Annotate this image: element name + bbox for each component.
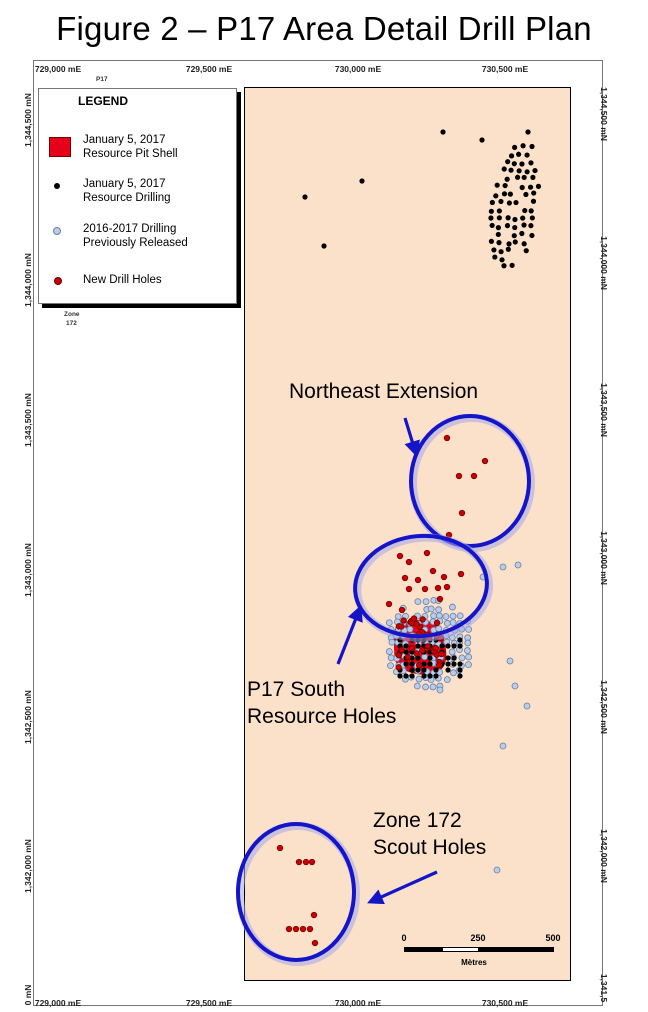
new-drill-hole — [435, 585, 441, 591]
new-drill-hole — [430, 568, 436, 574]
new-drill-hole — [425, 643, 431, 649]
resource-drill-hole — [451, 661, 456, 666]
previous-drill-hole — [500, 743, 506, 749]
easting-label-bottom: 730,000 mE — [334, 998, 382, 1008]
legend-item-previous-drilling — [39, 223, 238, 263]
new-drill-hole — [419, 648, 425, 654]
resource-drill-hole — [490, 223, 495, 228]
easting-label-bottom: 730,500 mE — [481, 998, 529, 1008]
resource-drill-hole — [415, 643, 420, 648]
new-drill-hole — [401, 618, 407, 624]
resource-drill-hole — [321, 243, 326, 248]
new-drill-hole — [459, 510, 465, 516]
resource-drill-hole — [433, 667, 438, 672]
resource-drill-hole — [519, 161, 524, 166]
resource-drill-hole — [525, 169, 530, 174]
scale-segment — [404, 947, 442, 952]
northing-label-right: 1,344,000 mN — [599, 236, 609, 290]
black-dot-icon — [54, 183, 60, 189]
resource-drill-hole — [520, 143, 525, 148]
previous-drill-hole — [500, 564, 506, 570]
new-drill-hole — [482, 458, 488, 464]
resource-drill-hole — [501, 263, 506, 268]
previous-drill-hole — [494, 867, 500, 873]
resource-drill-hole — [445, 667, 450, 672]
resource-drill-hole — [488, 215, 493, 220]
resource-drill-hole — [445, 661, 450, 666]
resource-drill-hole — [492, 254, 497, 259]
northing-label-left: 1,342,500 mN — [23, 690, 33, 744]
new-drill-hole — [456, 473, 462, 479]
resource-drill-hole — [536, 184, 541, 189]
easting-label-top: 730,000 mE — [334, 64, 382, 74]
new-drill-hole — [444, 584, 450, 590]
new-drill-hole — [414, 651, 420, 657]
annotation-p17-south — [247, 676, 396, 730]
resource-drill-hole — [496, 240, 501, 245]
scale-tick-label: 0 — [401, 933, 407, 943]
resource-drill-hole — [491, 247, 496, 252]
easting-label-top: 730,500 mE — [481, 64, 529, 74]
resource-drill-hole — [409, 673, 414, 678]
resource-drill-hole — [499, 257, 504, 262]
resource-drill-hole — [528, 185, 533, 190]
arrow-zone-172 — [370, 872, 437, 902]
resource-drill-hole — [503, 183, 508, 188]
light-blue-circle-icon — [53, 227, 61, 235]
northing-label-right: 1,342,000 mN — [599, 829, 609, 883]
resource-drill-hole — [493, 193, 498, 198]
resource-drill-hole — [497, 215, 502, 220]
new-drill-hole — [309, 859, 315, 865]
northing-label-left: 0 mN — [23, 984, 33, 1006]
previous-drill-hole — [437, 687, 443, 693]
northing-label-left: 1,343,000 mN — [23, 543, 33, 597]
resource-drill-hole — [403, 643, 408, 648]
easting-label-top: 729,000 mE — [34, 64, 82, 74]
resource-drill-hole — [524, 248, 529, 253]
resource-drill-hole — [520, 215, 525, 220]
new-drill-hole — [420, 617, 426, 623]
resource-drill-hole — [512, 161, 517, 166]
resource-drill-hole — [506, 241, 511, 246]
resource-drill-hole — [502, 191, 507, 196]
new-drill-hole — [397, 553, 403, 559]
legend-label: January 5, 2017 — [83, 134, 166, 146]
previous-drill-hole — [431, 613, 437, 619]
legend-label: January 5, 2017 — [83, 178, 166, 190]
previous-drill-hole — [515, 562, 521, 568]
previous-drill-hole — [449, 604, 455, 610]
resource-drill-hole — [440, 129, 445, 134]
new-drill-hole — [311, 912, 317, 918]
new-drill-hole — [444, 435, 450, 441]
new-drill-hole — [303, 859, 309, 865]
new-drill-hole — [402, 575, 408, 581]
resource-drill-hole — [421, 673, 426, 678]
resource-drill-hole — [529, 208, 534, 213]
previous-drill-hole — [407, 626, 413, 632]
resource-drill-hole — [457, 667, 462, 672]
new-drill-hole — [437, 596, 443, 602]
previous-drill-hole — [415, 599, 421, 605]
legend-item-pit-shell — [39, 134, 238, 174]
previous-drill-hole — [444, 677, 450, 683]
resource-drill-hole — [525, 129, 530, 134]
resource-drill-hole — [508, 192, 513, 197]
resource-drill-hole — [409, 661, 414, 666]
resource-drill-hole — [510, 263, 515, 268]
resource-drill-hole — [457, 637, 462, 642]
resource-drill-hole — [520, 185, 525, 190]
resource-drill-hole — [498, 249, 503, 254]
arrow-p17-south — [338, 608, 360, 664]
zone-label-p17: P17 — [96, 76, 108, 83]
red-square-icon — [49, 137, 71, 157]
northing-label-left: 1,344,000 mN — [23, 253, 33, 307]
new-drill-hole — [416, 662, 422, 668]
resource-drill-hole — [532, 168, 537, 173]
previous-drill-hole — [430, 684, 436, 690]
resource-drill-hole — [512, 217, 517, 222]
legend — [38, 88, 237, 304]
resource-drill-hole — [515, 175, 520, 180]
resource-drill-hole — [508, 168, 513, 173]
legend-label: New Drill Holes — [83, 274, 162, 286]
resource-drill-hole — [496, 225, 501, 230]
previous-drill-hole — [465, 640, 471, 646]
resource-drill-hole — [403, 661, 408, 666]
previous-drill-hole — [459, 655, 465, 661]
new-drill-hole — [415, 577, 421, 583]
annotation-line: Zone 172 — [373, 809, 462, 832]
new-drill-hole — [441, 574, 447, 580]
resource-drill-hole — [403, 673, 408, 678]
previous-drill-hole — [386, 620, 392, 626]
annotation-northeast-extension: Northeast Extension — [289, 380, 479, 403]
resource-drill-hole — [531, 199, 536, 204]
previous-drill-hole — [507, 658, 513, 664]
resource-drill-hole — [457, 661, 462, 666]
figure-title: Figure 2 – P17 Area Detail Drill Plan — [56, 10, 592, 47]
previous-drill-hole — [422, 654, 428, 660]
resource-drill-hole — [302, 194, 307, 199]
resource-drill-hole — [522, 175, 527, 180]
resource-drill-hole — [496, 232, 501, 237]
resource-drill-hole — [513, 200, 518, 205]
resource-drill-hole — [529, 233, 534, 238]
resource-drill-hole — [509, 153, 514, 158]
previous-drill-hole — [436, 626, 442, 632]
resource-drill-hole — [512, 225, 517, 230]
resource-drill-hole — [427, 655, 432, 660]
resource-drill-hole — [457, 643, 462, 648]
new-drill-hole — [414, 621, 420, 627]
new-drill-hole — [399, 647, 405, 653]
previous-drill-hole — [386, 649, 392, 655]
previous-drill-hole — [414, 683, 420, 689]
resource-drill-hole — [427, 673, 432, 678]
new-drill-hole — [307, 926, 313, 932]
resource-drill-hole — [521, 222, 526, 227]
resource-drill-hole — [495, 183, 500, 188]
scale-units: Mètres — [461, 958, 487, 967]
annotation-line: Scout Holes — [373, 836, 487, 859]
previous-drill-hole — [464, 648, 470, 654]
annotation-line: Resource Holes — [247, 705, 397, 728]
legend-label: 2016-2017 Drilling — [83, 223, 177, 235]
new-drill-hole — [409, 645, 415, 651]
previous-drill-hole — [423, 684, 429, 690]
previous-drill-hole — [450, 613, 456, 619]
previous-drill-hole — [466, 654, 472, 660]
new-drill-hole — [458, 571, 464, 577]
legend-item-new-drill-holes — [39, 274, 238, 314]
new-drill-hole — [386, 601, 392, 607]
new-drill-hole — [396, 665, 402, 671]
resource-drill-hole — [421, 667, 426, 672]
previous-drill-hole — [465, 662, 471, 668]
resource-drill-hole — [528, 223, 533, 228]
new-drill-hole — [293, 926, 299, 932]
resource-drill-hole — [522, 241, 527, 246]
legend-label: Resource Pit Shell — [83, 147, 178, 160]
red-dot-icon — [54, 277, 62, 285]
scale-tick-label: 500 — [545, 933, 561, 943]
previous-drill-hole — [388, 655, 394, 661]
easting-label-bottom: 729,000 mE — [34, 998, 82, 1008]
new-drill-hole — [312, 940, 318, 946]
previous-drill-hole — [423, 599, 429, 605]
arrow-northeast — [405, 418, 416, 454]
new-drill-hole — [396, 652, 402, 658]
previous-drill-hole — [449, 649, 455, 655]
new-drill-hole — [422, 586, 428, 592]
resource-drill-hole — [506, 215, 511, 220]
northing-label-right: 1,342,500 mN — [599, 680, 609, 734]
previous-drill-hole — [457, 613, 463, 619]
resource-drill-hole — [530, 215, 535, 220]
northing-label-right: 1,343,500 mN — [599, 383, 609, 437]
resource-drill-hole — [524, 152, 529, 157]
resource-drill-hole — [505, 177, 510, 182]
resource-drill-hole — [505, 159, 510, 164]
resource-drill-hole — [512, 145, 517, 150]
zone-label-172: 172 — [66, 320, 77, 327]
resource-drill-hole — [502, 166, 507, 171]
new-drill-hole — [399, 607, 405, 613]
new-drill-hole — [436, 662, 442, 668]
resource-drill-hole — [506, 247, 511, 252]
new-drill-hole — [439, 651, 445, 657]
resource-drill-hole — [519, 231, 524, 236]
resource-drill-hole — [397, 673, 402, 678]
new-drill-hole — [300, 926, 306, 932]
new-drill-hole — [399, 624, 405, 630]
scale-segment — [442, 947, 479, 952]
previous-drill-hole — [524, 703, 530, 709]
resource-drill-hole — [427, 661, 432, 666]
resource-drill-hole — [528, 160, 533, 165]
previous-drill-hole — [416, 676, 422, 682]
scale-bar — [398, 933, 561, 977]
new-drill-hole — [433, 645, 439, 651]
resource-drill-hole — [529, 144, 534, 149]
legend-item-resource-drilling — [39, 178, 238, 218]
scale-segment — [479, 947, 554, 952]
previous-drill-hole — [512, 683, 518, 689]
highlight-circle-zone-172 — [238, 824, 354, 960]
new-drill-hole — [406, 559, 412, 565]
northing-label-right: 1,344,500 mN — [599, 87, 609, 141]
resource-drill-hole — [489, 239, 494, 244]
new-drill-hole — [405, 654, 411, 660]
new-drill-hole — [406, 586, 412, 592]
resource-drill-hole — [439, 643, 444, 648]
new-drill-hole — [296, 859, 302, 865]
resource-drill-hole — [505, 223, 510, 228]
highlight-circle-northeast — [411, 416, 529, 546]
resource-drill-hole — [497, 208, 502, 213]
resource-drill-hole — [451, 643, 456, 648]
new-drill-hole — [471, 473, 477, 479]
previous-drill-hole — [450, 620, 456, 626]
resource-drill-hole — [451, 655, 456, 660]
resource-drill-hole — [512, 233, 517, 238]
previous-drill-hole — [428, 606, 434, 612]
resource-drill-hole — [513, 239, 518, 244]
new-drill-hole — [286, 926, 292, 932]
previous-drill-hole — [389, 639, 395, 645]
legend-label: Previously Released — [83, 236, 188, 249]
resource-drill-hole — [523, 192, 528, 197]
resource-drill-hole — [530, 175, 535, 180]
new-drill-hole — [434, 620, 440, 626]
previous-drill-hole — [443, 614, 449, 620]
northing-label-right: 1,341,5 — [599, 973, 609, 1003]
previous-drill-hole — [450, 670, 456, 676]
previous-drill-hole — [387, 663, 393, 669]
resource-drill-hole — [433, 673, 438, 678]
previous-drill-hole — [444, 620, 450, 626]
resource-drill-hole — [498, 199, 503, 204]
resource-drill-hole — [531, 190, 536, 195]
legend-label: Resource Drilling — [83, 191, 171, 204]
resource-drill-hole — [489, 209, 494, 214]
resource-drill-hole — [457, 673, 462, 678]
northing-label-left: 1,343,500 mN — [23, 393, 33, 447]
northing-label-left: 1,342,000 mN — [23, 839, 33, 893]
resource-drill-hole — [516, 152, 521, 157]
resource-drill-hole — [517, 168, 522, 173]
new-drill-hole — [411, 616, 417, 622]
resource-drill-hole — [507, 200, 512, 205]
new-drill-hole — [424, 550, 430, 556]
resource-drill-hole — [445, 655, 450, 660]
zone-label-172: Zone — [64, 311, 80, 318]
annotation-line: P17 South — [247, 678, 346, 701]
resource-drill-hole — [490, 200, 495, 205]
resource-drill-hole — [359, 178, 364, 183]
easting-label-bottom: 729,500 mE — [185, 998, 233, 1008]
northing-label-left: 1,344,500 mN — [23, 93, 33, 147]
northing-label-right: 1,343,000 mN — [599, 531, 609, 585]
resource-drill-hole — [409, 667, 414, 672]
legend-title: LEGEND — [78, 94, 129, 108]
resource-drill-hole — [445, 643, 450, 648]
annotation-zone-172 — [373, 807, 486, 861]
new-drill-hole — [277, 845, 283, 851]
easting-label-top: 729,500 mE — [185, 64, 233, 74]
scale-tick-label: 250 — [470, 933, 486, 943]
resource-drill-hole — [522, 208, 527, 213]
previous-drill-hole — [436, 607, 442, 613]
resource-drill-hole — [479, 137, 484, 142]
